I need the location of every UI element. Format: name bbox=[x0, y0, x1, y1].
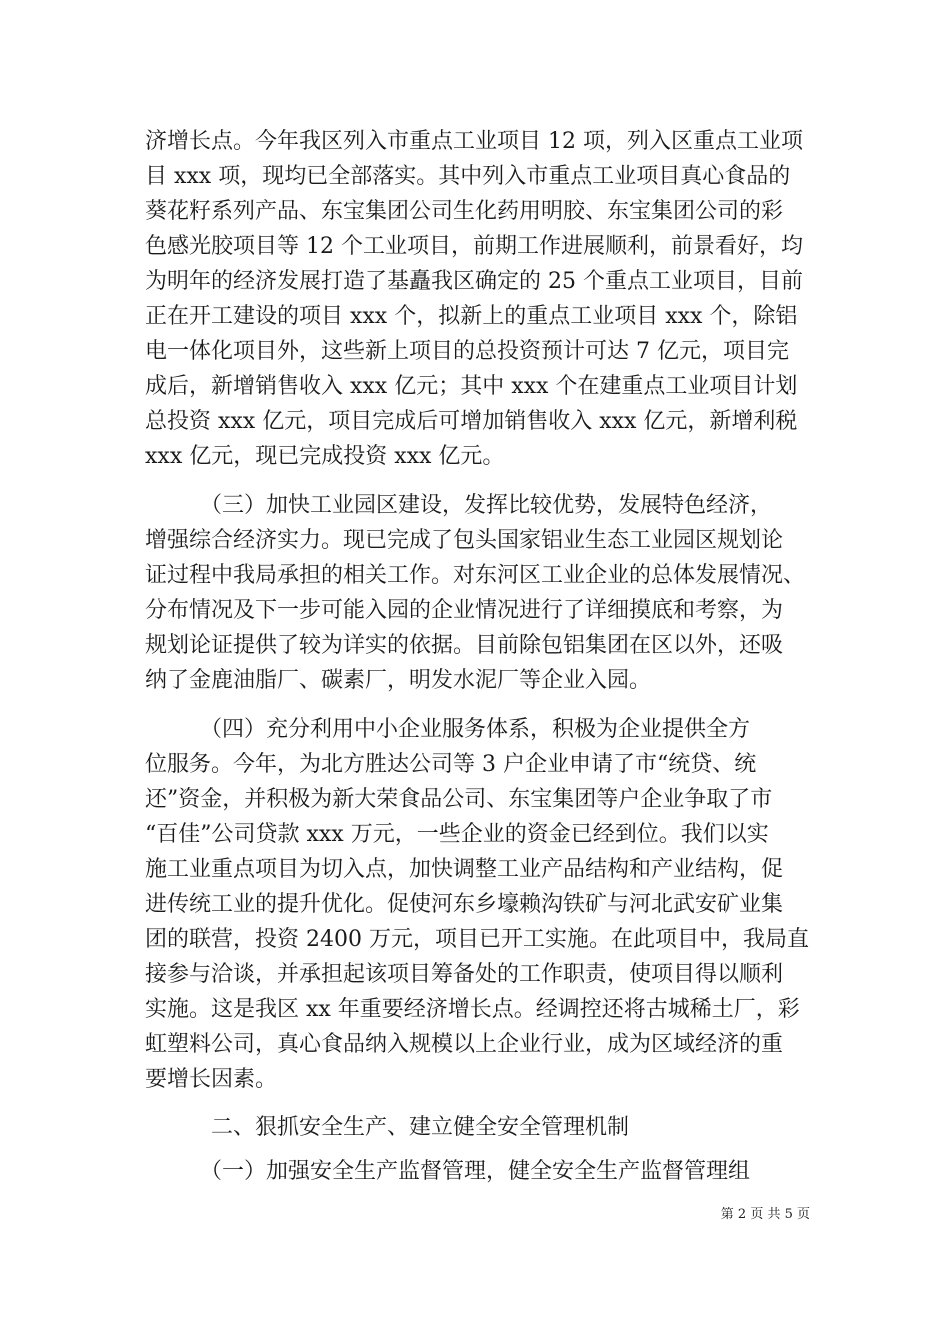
section-heading: （四）充分利用中小企业服务体系，积极为企业提供全方 bbox=[145, 717, 751, 742]
text-line: 团的联营，投资 2400 万元，项目已开工实施。在此项目中，我局直 bbox=[145, 927, 809, 952]
text-line: “百佳”公司贷款 xxx 万元，一些企业的资金已经到位。我们以实 bbox=[145, 822, 769, 847]
text-line: 葵花籽系列产品、东宝集团公司生化药用明胶、东宝集团公司的彩 bbox=[145, 199, 784, 224]
text-line: 济增长点。今年我区列入市重点工业项目 12 项，列入区重点工业项 bbox=[145, 129, 803, 154]
text-line: xxx 亿元，现已完成投资 xxx 亿元。 bbox=[145, 444, 505, 469]
text-line: 目 xxx 项，现均已全部落实。其中列入市重点工业项目真心食品的 bbox=[145, 164, 791, 189]
text-line: 色感光胶项目等 12 个工业项目，前期工作进展顺利，前景看好，均 bbox=[145, 234, 803, 259]
text-line: 位服务。今年，为北方胜达公司等 3 户企业申请了市“统贷、统 bbox=[145, 752, 757, 777]
section-heading: （三）加快工业园区建设，发挥比较优势，发展特色经济， bbox=[145, 493, 773, 518]
text-line: 施工业重点项目为切入点，加快调整工业产品结构和产业结构，促 bbox=[145, 857, 784, 882]
text-line: 证过程中我局承担的相关工作。对东河区工业企业的总体发展情况、 bbox=[145, 563, 806, 588]
page-number: 第 2 页 共 5 页 bbox=[720, 1207, 810, 1222]
text-line: 接参与洽谈，并承担起该项目筹备处的工作职责，使项目得以顺利 bbox=[145, 962, 784, 987]
text-line: 正在开工建设的项目 xxx 个，拟新上的重点工业项目 xxx 个，除铝 bbox=[145, 304, 798, 329]
text-line: 虹塑料公司，真心食品纳入规模以上企业行业，成为区域经济的重 bbox=[145, 1032, 784, 1057]
text-line: 要增长因素。 bbox=[145, 1067, 278, 1092]
text-line: 分布情况及下一步可能入园的企业情况进行了详细摸底和考察，为 bbox=[145, 598, 784, 623]
text-line: 规划论证提供了较为详实的依据。目前除包铝集团在区以外，还吸 bbox=[145, 633, 784, 658]
text-line: 成后，新增销售收入 xxx 亿元；其中 xxx 个在建重点工业项目计划 bbox=[145, 374, 798, 399]
text-line: 纳了金鹿油脂厂、碳素厂，明发水泥厂等企业入园。 bbox=[145, 668, 652, 693]
section-heading: 二、狠抓安全生产、建立健全安全管理机制 bbox=[145, 1115, 630, 1140]
text-line: 还”资金，并积极为新大荣食品公司、东宝集团等户企业争取了市 bbox=[145, 787, 773, 812]
text-line: 实施。这是我区 xx 年重要经济增长点。经调控还将古城稀土厂，彩 bbox=[145, 997, 800, 1022]
section-heading: （一）加强安全生产监督管理，健全安全生产监督管理组 bbox=[145, 1159, 751, 1184]
text-line: 为明年的经济发展打造了基矗我区确定的 25 个重点工业项目，目前 bbox=[145, 269, 803, 294]
text-line: 增强综合经济实力。现已完成了包头国家铝业生态工业园区规划论 bbox=[145, 528, 784, 553]
text-line: 电一体化项目外，这些新上项目的总投资预计可达 7 亿元，项目完 bbox=[145, 339, 789, 364]
text-line: 进传统工业的提升优化。促使河东乡壕赖沟铁矿与河北武安矿业集 bbox=[145, 892, 784, 917]
text-line: 总投资 xxx 亿元，项目完成后可增加销售收入 xxx 亿元，新增利税 bbox=[145, 409, 798, 434]
